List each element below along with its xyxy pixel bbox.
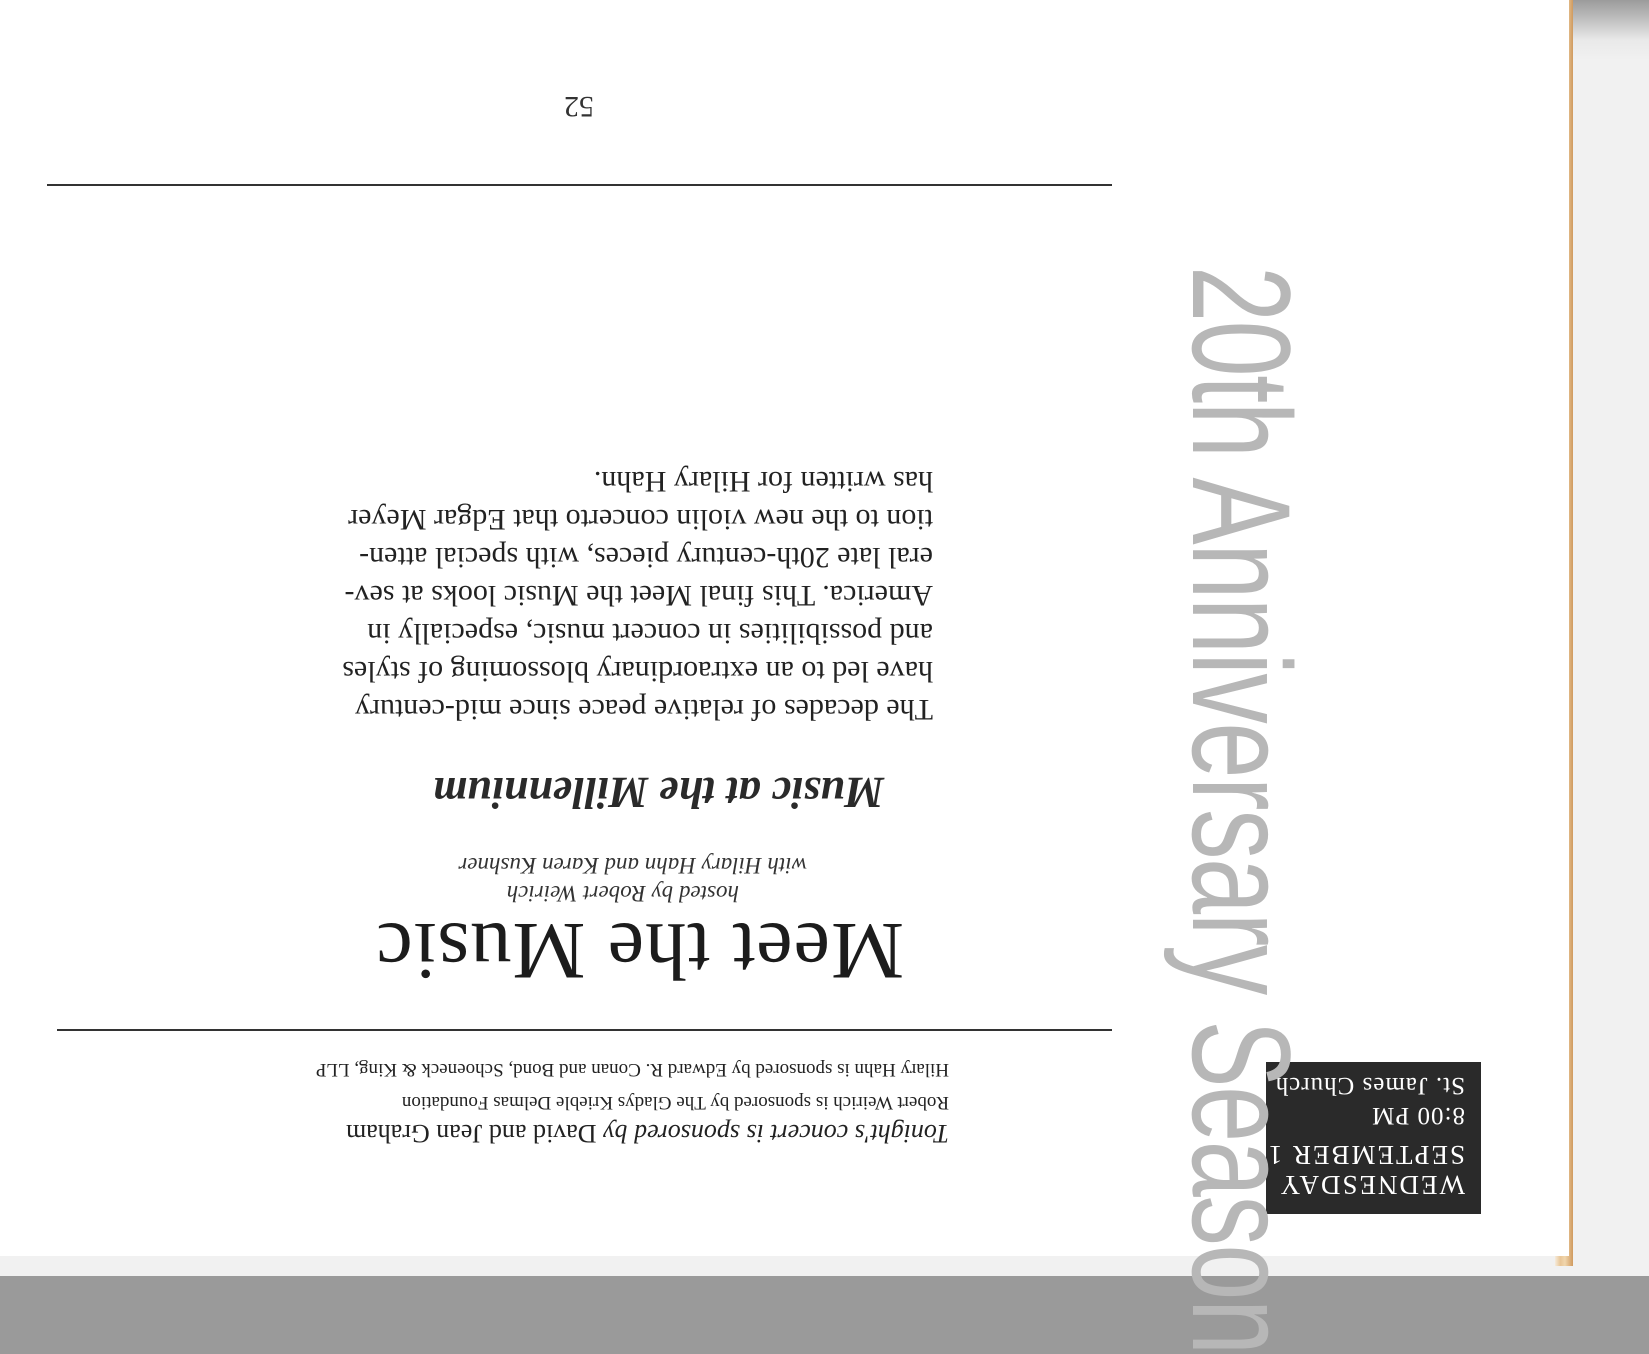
hahn-sponsor-line: Hilary Hahn is sponsored by Edward R. Conan and Bond, Schoeneck & King, LLP [315, 1059, 949, 1080]
host-line: hosted by Robert Weirich [506, 881, 739, 906]
divider-rule-bottom [47, 184, 1112, 186]
guests-line: with Hilary Hahn and Karen Kushner [458, 853, 807, 878]
divider-rule [57, 1029, 1112, 1031]
page-title: Meet the Music [375, 906, 904, 997]
event-time: 8:00 PM [1371, 1102, 1465, 1129]
description-line: America. This final Meet the Music looks at sev- [344, 579, 933, 612]
concert-sponsor-name: David and Jean Graham [345, 1119, 597, 1148]
concert-sponsor-line [346, 1118, 949, 1148]
event-date: SEPTEMBER 1 [1266, 1140, 1465, 1170]
description-line: have led to an extraordinary blossoming of styles [342, 655, 933, 688]
weirich-sponsor-line: Robert Weirich is sponsored by The Gladys Krieble Delmas Foundation [401, 1092, 949, 1113]
season-banner: 20th Anniversary Season [1163, 266, 1320, 1354]
description-line: tion to the new violin concerto that Edgar Meyer [348, 503, 933, 536]
event-venue: St. James Church [1274, 1072, 1465, 1099]
description-line: and possibilities in concert music, especially in [367, 617, 933, 650]
description-line: has written for Hilary Hahn. [593, 465, 933, 498]
description-line: eral late 20th-century pieces, with special atten- [359, 541, 933, 574]
program-subtitle: Music at the Millennium [432, 768, 884, 817]
description-line: The decades of relative peace since mid-century [354, 693, 933, 726]
concert-sponsor-prefix: Tonight's concert is sponsored by [603, 1119, 949, 1148]
event-day: WEDNESDAY [1278, 1170, 1465, 1200]
program-description [228, 462, 933, 728]
page-number: 52 [564, 90, 594, 123]
